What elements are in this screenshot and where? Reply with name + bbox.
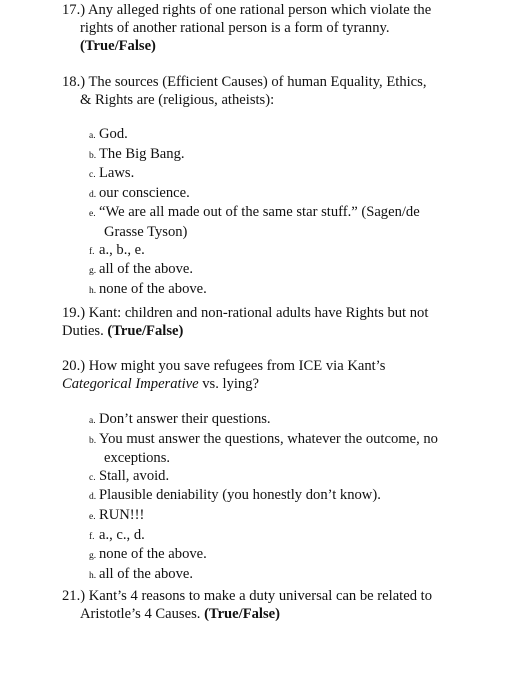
option-letter: e. [89,209,96,220]
option-20-a[interactable] [89,411,489,431]
question-19-true-false: (True/False) [107,323,184,339]
option-letter: h. [89,570,97,581]
option-18-a[interactable] [89,126,489,146]
question-19 [62,304,482,340]
question-17-true-false: (True/False) [80,38,156,54]
question-17 [62,1,482,55]
question-21-line2: Aristotle’s 4 Causes. [80,606,201,622]
option-20-d[interactable] [89,487,489,507]
question-20-line1: 20.) How might you save refugees from ICE via Kant’s [62,358,386,374]
question-18 [62,73,482,109]
question-20-line2-wrap [62,375,482,393]
option-18-f[interactable] [89,242,489,262]
option-letter: c. [89,472,96,483]
question-20 [62,357,482,393]
option-text: a., c., d. [99,526,145,543]
option-letter: b. [89,150,97,161]
option-18-c[interactable] [89,165,489,185]
option-text: “We are all made out of the same star stuff.” (Sagen/de [99,204,420,221]
option-letter: e. [89,511,96,522]
option-letter: c. [89,170,96,181]
question-18-line1: 18.) The sources (Efficient Causes) of human Equality, Ethics, [62,74,427,90]
option-letter: d. [89,189,97,200]
option-letter: g. [89,266,97,277]
question-20-options [89,411,489,585]
option-18-e[interactable] [89,204,489,241]
option-text: none of the above. [99,546,207,563]
option-20-f[interactable] [89,527,489,547]
question-21-true-false: (True/False) [204,606,280,622]
option-text: God. [99,126,128,142]
option-text: a., b., e. [99,241,145,258]
option-letter: a. [89,416,96,426]
option-letter: a. [89,131,96,141]
question-21-line2-wrap [62,605,482,623]
option-text-continued: exceptions. [104,450,171,467]
option-text: our conscience. [99,184,190,201]
option-letter: f. [89,531,95,542]
option-text: The Big Bang. [99,145,185,162]
question-17-line1: 17.) Any alleged rights of one rational person which violate the [62,2,432,18]
option-letter: h. [89,285,97,296]
question-17-line2: rights of another rational person is a form of tyranny. [80,20,390,36]
question-20-line2-rest: vs. lying? [198,376,259,392]
option-text: RUN!!! [99,506,145,523]
option-text: all of the above. [99,261,194,278]
option-text: Plausible deniability (you honestly don’t know). [99,487,381,504]
question-18-options [89,126,489,300]
question-18-line2: & Rights are (religious, atheists): [80,92,275,108]
question-21-line1: 21.) Kant’s 4 reasons to make a duty universal can be related to [62,588,432,604]
option-text: Don’t answer their questions. [99,411,271,427]
option-18-d[interactable] [89,185,489,205]
option-letter: d. [89,492,97,503]
option-18-b[interactable] [89,146,489,166]
option-18-h[interactable] [89,281,489,301]
question-19-line2-wrap [62,322,482,340]
option-text: Stall, avoid. [99,467,170,484]
question-20-line2-italic: Categorical Imperative [62,376,199,392]
option-text-continued: Grasse Tyson) [104,223,188,240]
option-20-h[interactable] [89,566,489,586]
option-20-e[interactable] [89,507,489,527]
option-20-b[interactable] [89,431,489,468]
option-text: Laws. [99,165,135,182]
question-21 [62,587,482,623]
option-text: all of the above. [99,565,194,582]
option-letter: f. [89,246,95,257]
option-18-g[interactable] [89,261,489,281]
option-text: You must answer the questions, whatever the outcome, no [99,430,438,447]
option-letter: b. [89,435,97,446]
option-20-g[interactable] [89,546,489,566]
option-text: none of the above. [99,280,207,297]
option-letter: g. [89,551,97,562]
question-17-line2-wrap [62,19,482,55]
question-19-line1: 19.) Kant: children and non-rational adults have Rights but not [62,305,429,321]
option-20-c[interactable] [89,468,489,488]
question-19-line2: Duties. [62,323,104,339]
